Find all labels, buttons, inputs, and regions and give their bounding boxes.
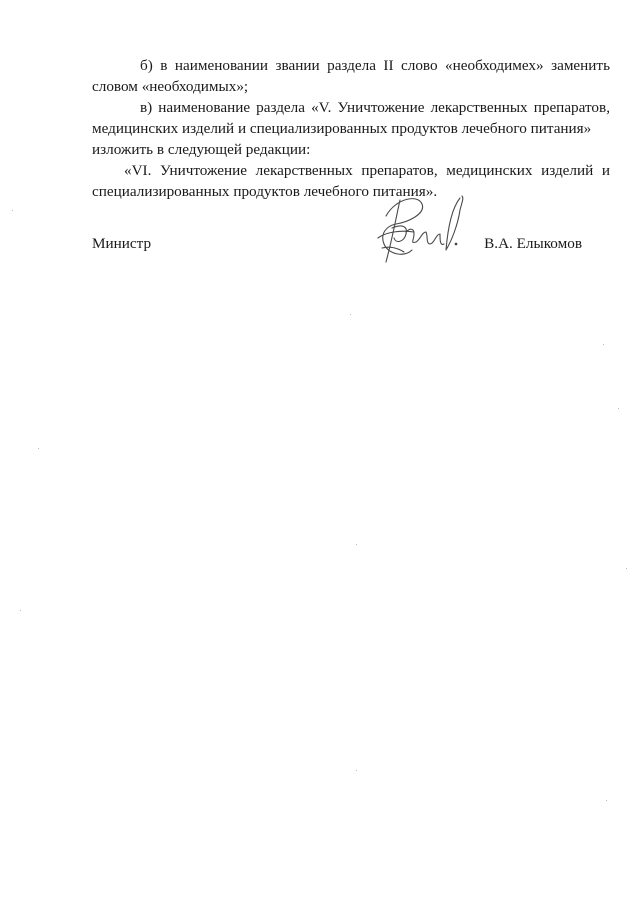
paragraph-b xyxy=(92,55,610,97)
scan-speck xyxy=(12,210,13,211)
paragraph-new-title-line-1: «VI. Уничтожение лекарственных препаратов, медицинских изделий и xyxy=(124,162,610,179)
document-body xyxy=(92,55,610,202)
scan-speck xyxy=(38,448,39,449)
scan-speck xyxy=(356,770,357,771)
paragraph-new-title xyxy=(92,160,610,202)
handwritten-signature xyxy=(356,188,476,268)
scan-speck xyxy=(618,408,619,409)
scan-speck xyxy=(626,568,627,569)
signature-block xyxy=(92,233,610,257)
scan-speck xyxy=(606,800,607,801)
paragraph-v-continuation: медицинских изделий и специализированных продуктов лечебного питания» изложить в следующей редакции: xyxy=(92,120,592,158)
signatory-role: Министр xyxy=(92,235,152,252)
paragraph-v xyxy=(92,97,610,160)
paragraph-v-line-1: в) наименование раздела «V. Уничтожение лекарственных препаратов, xyxy=(140,99,610,116)
paragraph-new-title-continuation: специализированных продуктов лечебного питания». xyxy=(92,183,438,200)
scan-speck xyxy=(356,544,357,545)
paragraph-b-continuation: словом «необходимых»; xyxy=(92,78,249,95)
scan-speck xyxy=(603,344,604,345)
signatory-name: В.А. Елыкомов xyxy=(484,235,582,252)
scan-speck xyxy=(20,610,21,611)
scan-speck xyxy=(350,314,351,315)
paragraph-b-line-1: б) в наименовании звании раздела II слово «необходимех» заменить xyxy=(140,57,610,74)
